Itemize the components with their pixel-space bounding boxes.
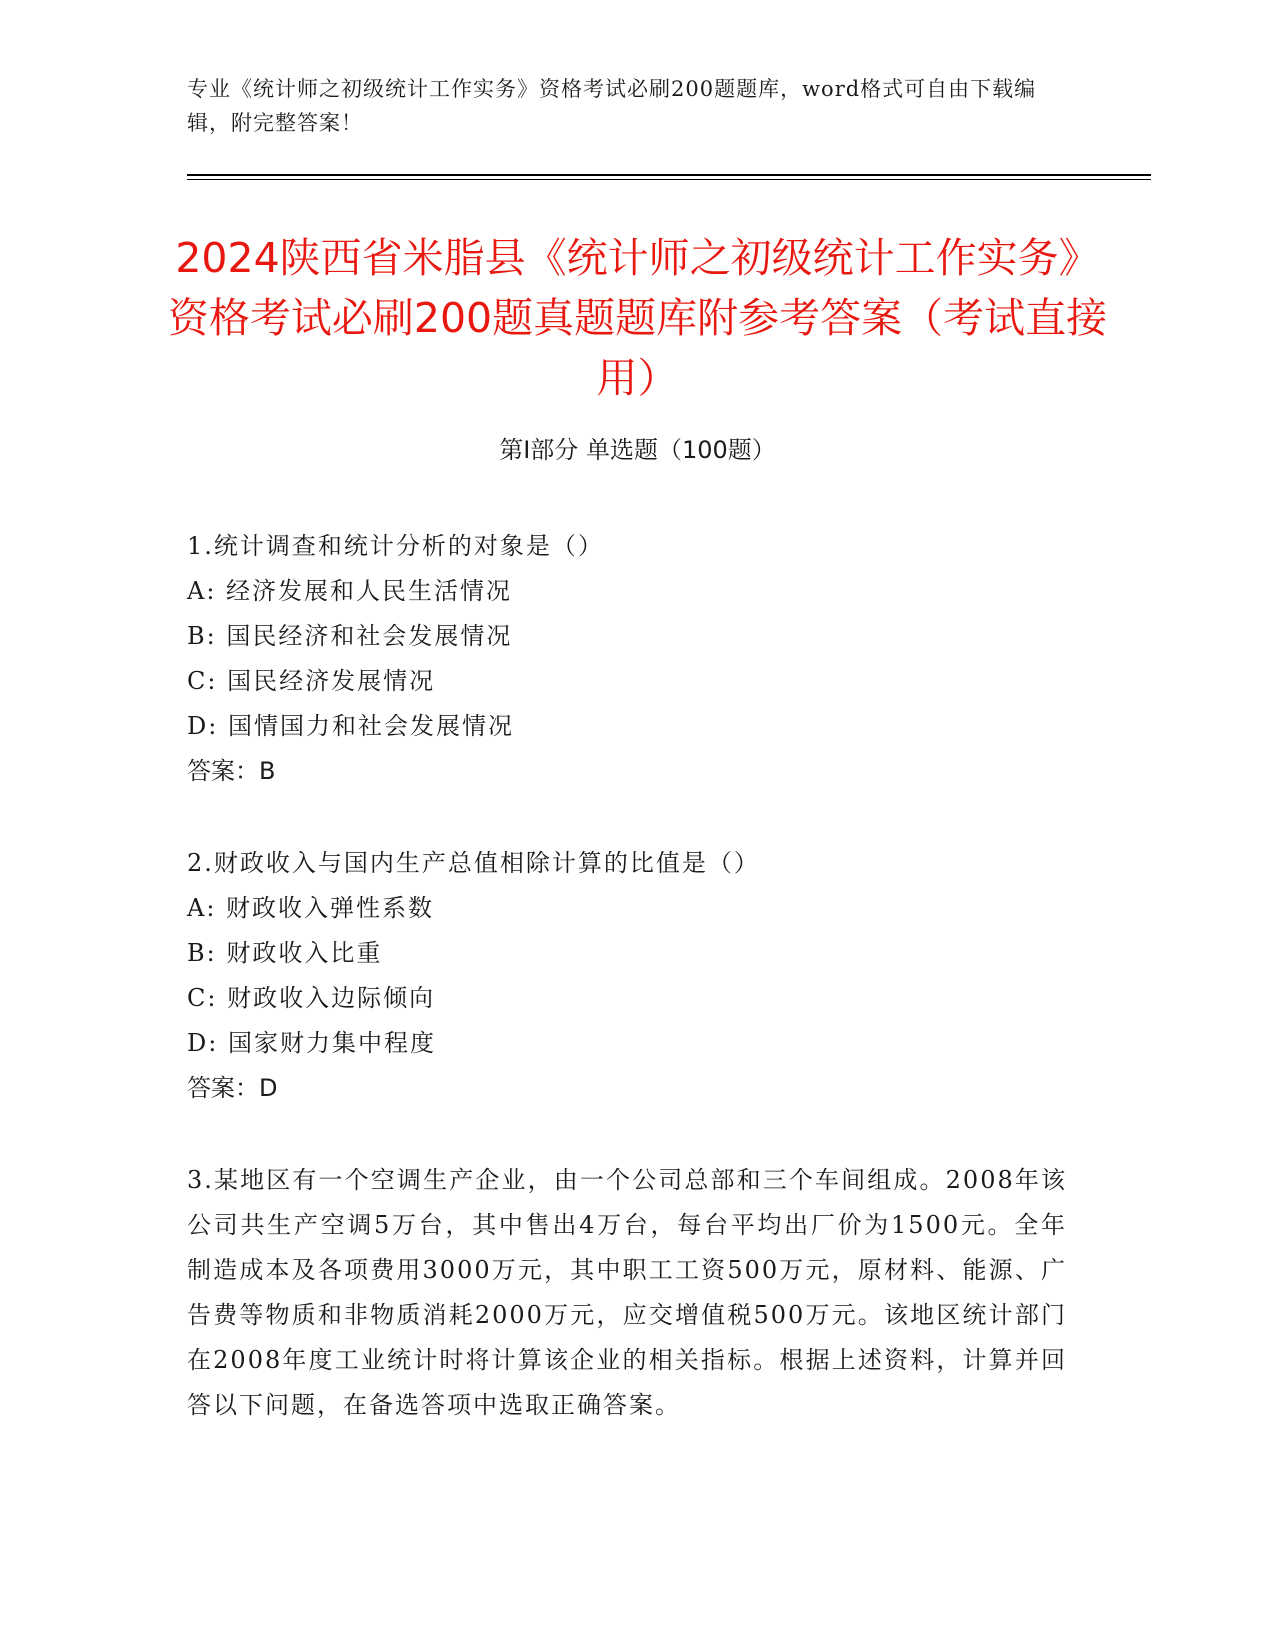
- question-stem: 1.统计调查和统计分析的对象是（）: [187, 532, 604, 560]
- header-rule-thick: [187, 174, 1151, 176]
- header-note: 专业《统计师之初级统计工作实务》资格考试必刷200题题库，word格式可自由下载编辑，附完整答案！: [187, 77, 1037, 135]
- option-d: D: 国情国力和社会发展情况: [187, 712, 514, 740]
- question-1: [187, 524, 1067, 794]
- option-b: B: 国民经济和社会发展情况: [187, 622, 513, 650]
- option-b: B: 财政收入比重: [187, 939, 383, 967]
- option-d: D: 国家财力集中程度: [187, 1029, 436, 1057]
- header-rule-thin: [187, 179, 1151, 180]
- option-a: A: 财政收入弹性系数: [187, 894, 435, 922]
- answer: 答案：B: [187, 757, 276, 785]
- option-c: C: 国民经济发展情况: [187, 667, 436, 695]
- document-title: 2024陕西省米脂县《统计师之初级统计工作实务》资格考试必刷200题真题题库附参考答案（考试直接用）: [167, 234, 1108, 402]
- question-stem: 3.某地区有一个空调生产企业，由一个公司总部和三个车间组成。2008年该公司共生产空调5万台，其中售出4万台，每台平均出厂价为1500元。全年制造成本及各项费用3000万元，其中职工工资500万元，原材料、能源、广告费等物质和非物质消耗2000万元，应交增值税500万元。该地区统计部门在2008年度工业统计时将计算该企业的相关指标。根据上述资料，计算并回答以下问题，在备选答项中选取正确答案。: [187, 1166, 1067, 1419]
- option-a: A: 经济发展和人民生活情况: [187, 577, 513, 605]
- option-c: C: 财政收入边际倾向: [187, 984, 436, 1012]
- answer: 答案：D: [187, 1074, 278, 1102]
- question-2: [187, 841, 1067, 1111]
- question-stem: 2.财政收入与国内生产总值相除计算的比值是（）: [187, 849, 760, 877]
- section-heading: 第I部分 单选题（100题）: [499, 436, 776, 464]
- question-3: [187, 1158, 1067, 1428]
